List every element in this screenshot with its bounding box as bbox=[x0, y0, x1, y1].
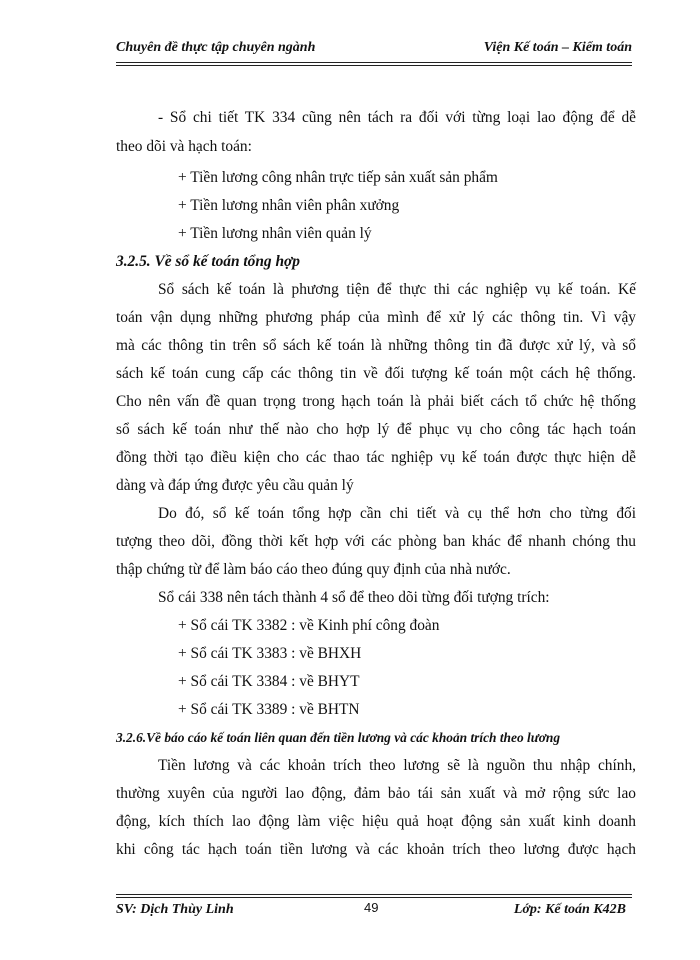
paragraph-line: Sổ sách kế toán là phương tiện để thực thi các nghiệp vụ kế toán. Kế bbox=[158, 281, 636, 298]
list-item: + Tiền lương nhân viên phân xưởng bbox=[178, 197, 400, 214]
section-heading: 3.2.6.Về báo cáo kế toán liên quan đến tiền lương và các khoản trích theo lương bbox=[116, 730, 561, 745]
header-rule-second bbox=[116, 65, 632, 66]
paragraph-line: - Sổ chi tiết TK 334 cũng nên tách ra đối với từng loại lao động để dễ bbox=[158, 109, 636, 126]
list-item: + Sổ cái TK 3389 : về BHTN bbox=[178, 701, 360, 718]
paragraph-line: theo dõi và hạch toán: bbox=[116, 138, 252, 155]
paragraph-line: sổ sách kế toán như thế nào cho hợp lý để phục vụ cho công tác hạch toán bbox=[116, 421, 636, 438]
list-item: + Tiền lương công nhân trực tiếp sản xuất sản phẩm bbox=[178, 169, 498, 186]
page-header bbox=[116, 38, 632, 60]
paragraph-line: Cho nên vấn đề quan trọng trong hạch toán là phải biết cách tổ chức hệ thống bbox=[116, 393, 636, 410]
footer-class-name: Lớp: Kế toán K42B bbox=[513, 902, 626, 917]
paragraph-line: tượng theo dõi, đồng thời kết hợp với các phòng ban khác để nhanh chóng thu bbox=[116, 533, 636, 550]
paragraph-line: đồng thời tạo điều kiện cho các thao tác nghiệp vụ kế toán được thực hiện dễ bbox=[116, 449, 636, 466]
footer-rule bbox=[116, 894, 632, 895]
header-rule bbox=[116, 62, 632, 63]
paragraph-line: dàng và đáp ứng được yêu cầu quản lý bbox=[116, 477, 354, 494]
paragraph-line: Tiền lương và các khoản trích theo lương sẽ là nguồn thu nhập chính, bbox=[158, 757, 636, 774]
footer-rule-second bbox=[116, 897, 632, 898]
paragraph-line: Sổ cái 338 nên tách thành 4 sổ để theo dõi từng đối tượng trích: bbox=[158, 589, 550, 606]
paragraph-line: thập chứng từ để làm báo cáo theo đúng quy định của nhà nước. bbox=[116, 561, 511, 578]
list-item: + Sổ cái TK 3383 : về BHXH bbox=[178, 645, 362, 662]
footer-student-name: SV: Dịch Thùy Linh bbox=[116, 902, 234, 917]
paragraph-line: thường xuyên của người lao động, đảm bảo tái sản xuất và mở rộng sức lao bbox=[116, 785, 636, 802]
page-number: 49 bbox=[364, 900, 379, 915]
page-footer bbox=[116, 900, 632, 922]
header-right-title: Viện Kế toán – Kiểm toán bbox=[483, 40, 632, 55]
section-heading: 3.2.5. Về sổ kế toán tổng hợp bbox=[116, 253, 300, 270]
list-item: + Tiền lương nhân viên quản lý bbox=[178, 225, 372, 242]
list-item: + Sổ cái TK 3382 : về Kinh phí công đoàn bbox=[178, 617, 440, 634]
paragraph-line: toán vận dụng những phương pháp của mình để xử lý các thông tin. Vì vậy bbox=[116, 309, 636, 326]
paragraph-line: sách kế toán cung cấp các thông tin về đối tượng kế toán một cách hệ thống. bbox=[116, 365, 636, 382]
list-item: + Sổ cái TK 3384 : về BHYT bbox=[178, 673, 360, 690]
header-left-title: Chuyên đề thực tập chuyên ngành bbox=[116, 40, 316, 55]
paragraph-line: khi công tác hạch toán tiền lương và các khoản trích theo lương được hạch bbox=[116, 841, 636, 858]
paragraph-line: động, kích thích lao động làm việc hiệu quả hoạt động sản xuất kinh doanh bbox=[116, 813, 636, 830]
paragraph-line: mà các thông tin trên sổ sách kế toán là những thông tin đã được xử lý, và sổ bbox=[116, 337, 636, 354]
paragraph-line: Do đó, sổ kế toán tổng hợp cần chi tiết và cụ thể hơn cho từng đối bbox=[158, 505, 636, 522]
